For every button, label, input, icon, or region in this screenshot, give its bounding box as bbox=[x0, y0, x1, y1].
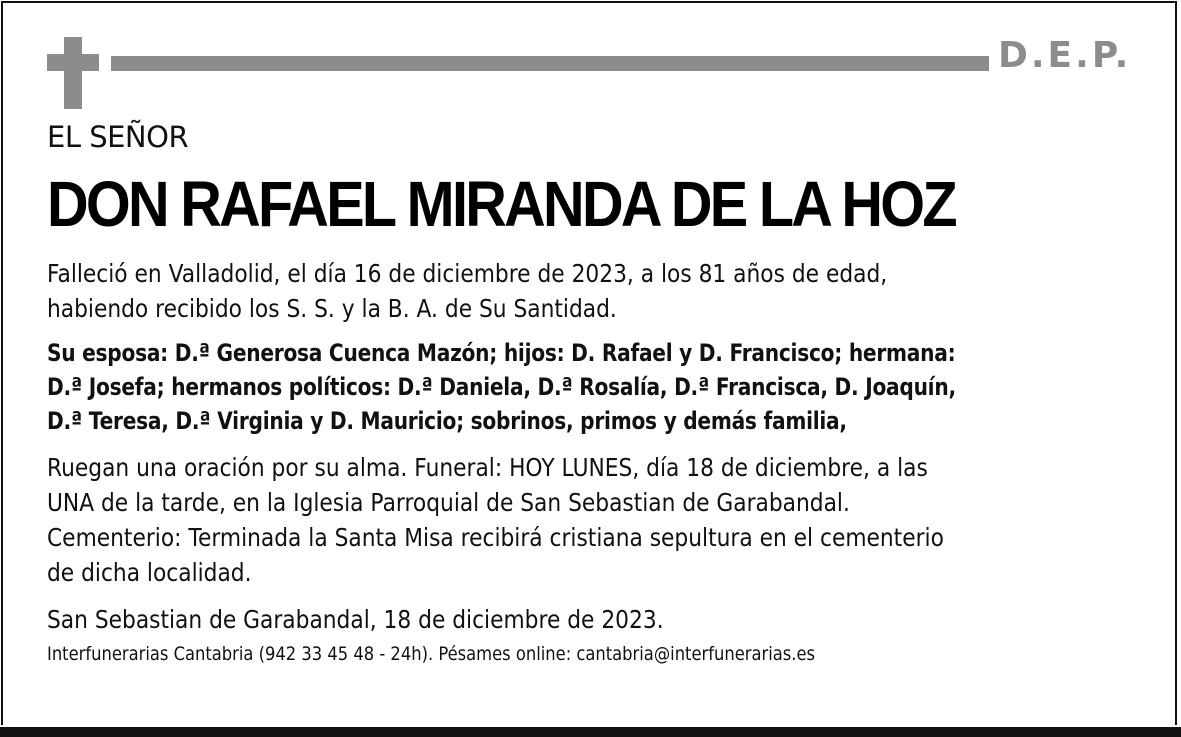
place-date: San Sebastian de Garabandal, 18 de diciembre de 2023. bbox=[47, 605, 664, 634]
funeral-line: UNA de la tarde, en la Iglesia Parroquial de San Sebastian de Garabandal. bbox=[47, 488, 850, 517]
funeral-details bbox=[47, 450, 944, 590]
family-line: D.ª Josefa; hermanos políticos: D.ª Daniela, D.ª Rosalía, D.ª Francisca, D. Joaquín, bbox=[47, 373, 956, 401]
funeral-home-credit: Interfunerarias Cantabria (942 33 45 48 - 24h). Pésames online: cantabria@interfunerarias.es bbox=[47, 643, 816, 665]
death-notice-line: habiendo recibido los S. S. y la B. A. de Su Santidad. bbox=[47, 294, 617, 323]
header-rule bbox=[111, 56, 989, 71]
funeral-line: Cementerio: Terminada la Santa Misa recibirá cristiana sepultura en el cementerio bbox=[47, 523, 944, 552]
intro-label: EL SEÑOR bbox=[47, 120, 189, 154]
funeral-line: de dicha localidad. bbox=[47, 558, 252, 587]
death-notice bbox=[47, 256, 887, 326]
family-line: Su esposa: D.ª Generosa Cuenca Mazón; hijos: D. Rafael y D. Francisco; hermana: bbox=[47, 339, 956, 367]
cross-icon bbox=[47, 37, 99, 109]
bottom-border bbox=[0, 727, 1181, 737]
family-list bbox=[47, 336, 956, 438]
family-line: D.ª Teresa, D.ª Virginia y D. Mauricio; sobrinos, primos y demás familia, bbox=[47, 407, 847, 435]
death-notice-line: Falleció en Valladolid, el día 16 de diciembre de 2023, a los 81 años de edad, bbox=[47, 259, 888, 288]
dep-label: D.E.P. bbox=[998, 35, 1132, 76]
funeral-line: Ruegan una oración por su alma. Funeral: HOY LUNES, día 18 de diciembre, a las bbox=[47, 453, 928, 482]
deceased-name: DON RAFAEL MIRANDA DE LA HOZ bbox=[47, 168, 955, 240]
